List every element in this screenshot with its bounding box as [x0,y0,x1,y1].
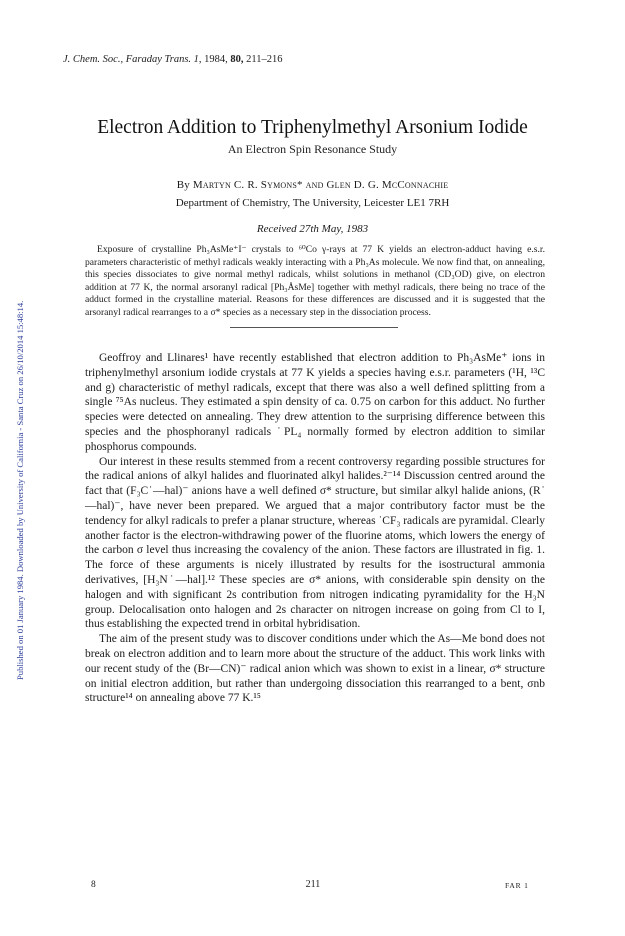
journal-name: J. Chem. Soc., Faraday Trans. 1 [63,54,199,65]
paragraph: Geoffroy and Llinares¹ have recently established that electron addition to Ph₃AsMe⁺ ions in triphenylmethyl arsonium iodide crystals at 77 K yields a species having e.s.r. parameters (¹H, ¹³C and g) characteristic of methyl radicals, except that there was also a well defined splitting from a single ⁷⁵As nucleus. They estimated a spin density of ca. 0.75 on carbon for this adduct. No further species were detected on annealing. They drew attention to the surprising difference between this species and the phosphoranyl radicals ˙PL₄ normally formed by electron addition to similar phosphorus compounds. [85,352,545,453]
page-number: 211 [305,879,321,890]
author-name: Martyn C. R. Symons* [192,179,303,191]
journal-reference: J. Chem. Soc., Faraday Trans. 1, 1984, 80, 211–216 [63,54,283,65]
received-date: Received 27th May, 1983 [256,223,369,235]
paragraph: Our interest in these results stemmed from a recent controversy regarding possible structures for the radical anions of alkyl halides and fluorinated alkyl halides.²⁻¹⁴ Discussion centred around the fact that (F₃C˙—hal)⁻ anions have a well defined σ* structure, but similar alkyl halide anions, (R˙—hal)⁻, have never been prepared. We argued that a major contributory factor must be the tendency for alkyl radicals to prefer a planar structure, whereas ˙CF₃ radicals are pyramidal. Clearly another factor is the electron-withdrawing power of the fluorine atoms, which lowers the energy of the carbon σ level thus increasing the covalency of the anion. These factors are illustrated in fig. 1. The force of these arguments is nicely illustrated by results for the isostructural ammonia derivatives, [H₃N˙—hal].¹² These species are σ* anions, with considerable spin density on the halogen and with significant 2s contribution from nitrogen indicating pyramidality for the H₃N group. Delocalisation onto halogen and 2s character on nitrogen increase on going from Cl to I, thus establishing the expected trend in orbital hybridisation. [85,455,545,631]
section-divider [230,327,398,328]
journal-volume: 80, [230,54,244,65]
by-label: By [176,179,190,191]
download-watermark [3,120,25,680]
signature-mark: 8 [91,880,96,890]
article-subtitle: An Electron Spin Resonance Study [227,142,398,156]
journal-year: 1984, [204,54,228,65]
affiliation: Department of Chemistry, The University, Leicester LE1 7RH [175,197,450,209]
author-name: Glen D. G. McConnachie [326,179,449,191]
and-label: and [305,179,324,191]
journal-pages: 211–216 [246,54,283,65]
abstract: Exposure of crystalline Ph₃AsMe⁺I⁻ crystals to ⁶⁰Co γ-rays at 77 K yields an electron-adduct having e.s.r. parameters characteristic of methyl radicals weakly interacting with a Ph₃As molecule. We now find that, on annealing, this species dissociates to give normal methyl radicals, whilst solutions in methanol (CD₃OD) give, on electron addition at 77 K, the normal arsoranyl radical [Ph₃ÅsMe] together with methyl radicals, there being no trace of the adduct formed in the crystalline material. Reasons for these differences are discussed and it is suggested that the arsoranyl radical rearranges to a σ* species as a necessary step in the dissociation process. [85,244,545,318]
author-line [40,179,585,191]
article-title: Electron Addition to Triphenylmethyl Arsonium Iodide [97,117,528,138]
journal-code: FAR 1 [505,881,529,890]
paragraph: The aim of the present study was to discover conditions under which the As—Me bond does not break on electron addition and to learn more about the structure of the adduct. This work links with our recent study of the (Br—CN)⁻ radical anion which was shown to exist in a linear, σ* structure on initial electron addition, but rather than undergoing dissociation this rearranged to a bent, σnb structure¹⁴ on annealing above 77 K.¹⁵ [85,633,545,705]
body-text [85,351,545,706]
download-note: Published on 01 January 1984. Downloaded by University of California - Santa Cruz on 26/10/2014 15:48:14. [15,300,25,680]
